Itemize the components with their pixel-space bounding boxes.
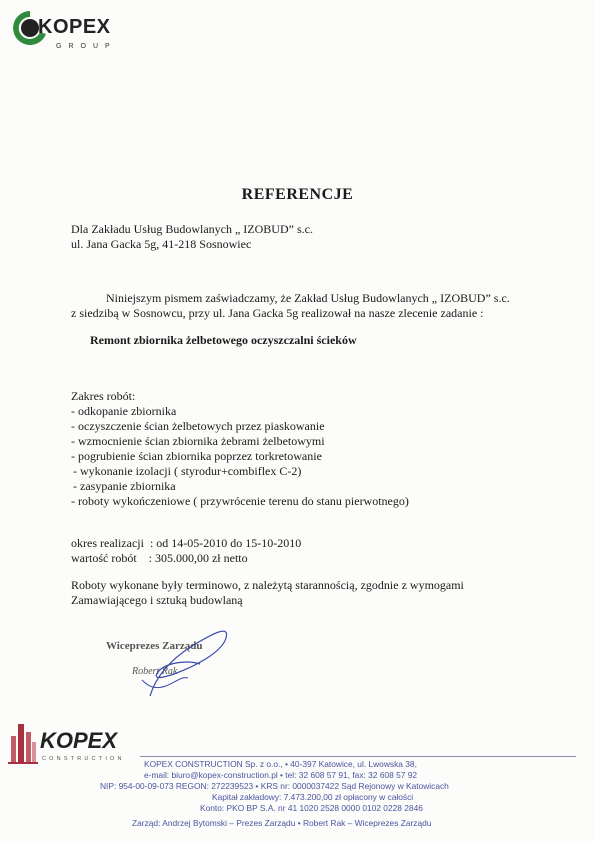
scope-item: - oczyszczenie ścian żelbetowych przez piaskowanie [71, 419, 325, 433]
logo-brand-text: KOPEX [38, 16, 111, 38]
building-graphic-icon [8, 720, 38, 766]
signature-position: Wiceprezes Zarządu [106, 640, 203, 652]
footer-divider [140, 756, 576, 757]
realization-period: okres realizacji : od 14-05-2010 do 15-10-2010 [71, 536, 302, 550]
signature-name: Robert Rak [132, 666, 178, 677]
logo-sub-text: GROUP [56, 43, 117, 50]
signature-block [96, 616, 246, 706]
scope-item: - wykonanie izolacji ( styrodur+combiflex C-2) [73, 464, 302, 478]
scope-item: - wzmocnienie ścian zbiornika żebrami żelbetowymi [71, 434, 325, 448]
kopex-group-logo [10, 8, 140, 52]
footer-bank-account: Konto: PKO BP S.A. nr 41 1020 2528 0000 0102 0228 2846 [200, 803, 423, 813]
kopex-construction-logo [8, 718, 138, 768]
footer-logo-sub: CONSTRUCTION [42, 756, 125, 762]
scope-item: - roboty wykończeniowe ( przywrócenie terenu do stanu pierwotnego) [71, 494, 409, 508]
intro-line-2: z siedzibą w Sosnowcu, przy ul. Jana Gacka 5g realizował na nasze zlecenie zadanie : [71, 306, 484, 320]
footer-logo-brand: KOPEX [40, 728, 118, 753]
document-title: REFERENCJE [241, 186, 354, 203]
work-value: wartość robót : 305.000,00 zł netto [71, 551, 248, 565]
scope-item: - zasypanie zbiornika [73, 479, 176, 493]
conclusion-line-1: Roboty wykonane były terminowo, z należytą starannością, zgodnie z wymogami [71, 578, 464, 592]
addressee-line-2: ul. Jana Gacka 5g, 41-218 Sosnowiec [71, 237, 252, 251]
handwritten-signature-icon [96, 616, 246, 706]
footer-capital: Kapitał zakładowy: 7.473.200,00 zł opłacony w całości [212, 792, 414, 802]
task-title: Remont zbiornika żelbetowego oczyszczalni ścieków [90, 333, 357, 347]
conclusion-line-2: Zamawiającego i sztuką budowlaną [71, 593, 243, 607]
footer-contact: e-mail: biuro@kopex-construction.pl • tel: 32 608 57 91, fax: 32 608 57 92 [144, 770, 418, 780]
scope-item: - pogrubienie ścian zbiornika poprzez torkretowanie [71, 449, 322, 463]
footer-registration: NIP: 954-00-09-073 REGON: 272239523 • KRS nr: 0000037422 Sąd Rejonowy w Katowicach [100, 781, 449, 791]
footer-company-address: KOPEX CONSTRUCTION Sp. z o.o., • 40-397 Katowice, ul. Lwowska 38, [144, 759, 417, 769]
scope-heading: Zakres robót: [71, 389, 136, 403]
intro-line-1: Niniejszym pismem zaświadczamy, że Zakład Usług Budowlanych „ IZOBUD” s.c. [106, 291, 510, 305]
scope-item: - odkopanie zbiornika [71, 404, 177, 418]
footer-management: Zarząd: Andrzej Bytomski – Prezes Zarządu • Robert Rak – Wiceprezes Zarządu [132, 818, 432, 828]
addressee-line-1: Dla Zakładu Usług Budowlanych „ IZOBUD” s.c. [71, 222, 313, 236]
